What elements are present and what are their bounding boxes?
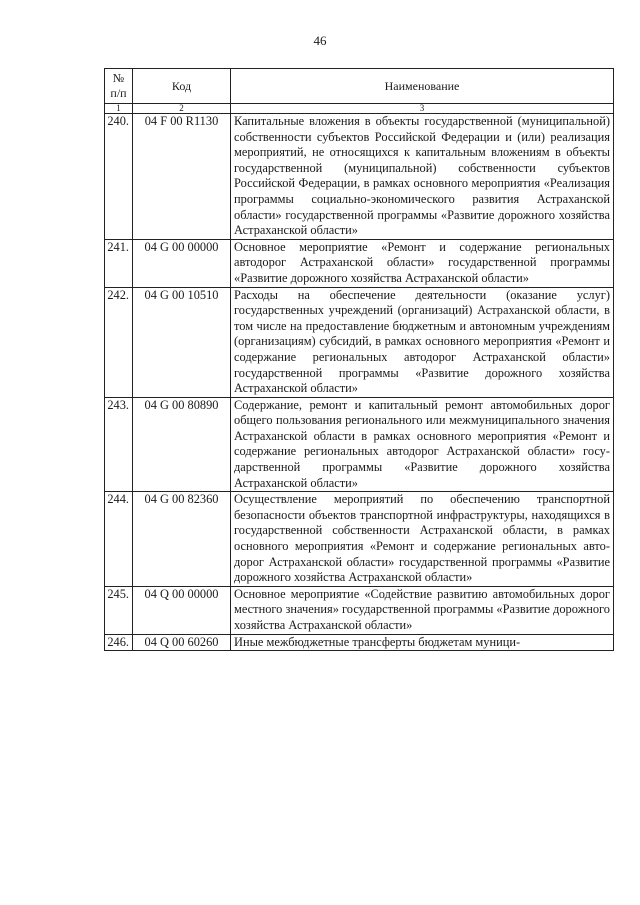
row-name: Основное мероприятие «Содействие развитию автомобильных дорог местного значения» государственной программы «Развитие дорожного хозяйства Астраханской области»: [231, 586, 614, 634]
row-code: 04 F 00 R1130: [133, 114, 231, 240]
page-number: 46: [313, 33, 327, 48]
row-code: 04 Q 00 00000: [133, 586, 231, 634]
row-name: Содержание, ремонт и капитальный ремонт автомобильных дорог общего пользования регионального или межмуниципального значения Астраханской области в рамках основного мероприятия «Ремонт и содержание региональных автодорог Астраханской области» государственной программы «Развитие дорожного хозяйства Астраханской области»: [231, 397, 614, 492]
header-num: № п/п: [105, 69, 133, 104]
table-row: [105, 586, 614, 634]
table-row: [105, 287, 614, 397]
row-number: 244.: [105, 492, 133, 587]
column-index-1: 1: [105, 104, 133, 114]
column-index-2: 2: [133, 104, 231, 114]
header-name: Наименование: [231, 69, 614, 104]
table-row: [105, 492, 614, 587]
row-code: 04 G 00 00000: [133, 239, 231, 287]
row-number: 240.: [105, 114, 133, 240]
row-name: Иные межбюджетные трансферты бюджетам муници-: [231, 634, 614, 651]
row-number: 246.: [105, 634, 133, 651]
row-name: Осуществление мероприятий по обеспечению транспортной безопасности объектов транспортной инфраструктуры, находящихся в государственной собственности Астраханской области, в рамках основного мероприятия «Ремонт и содержание региональных автодорог Астраханской области» государственной программы «Развитие дорожного хозяйства Астраханской области»: [231, 492, 614, 587]
row-code: 04 G 00 80890: [133, 397, 231, 492]
row-name: Капитальные вложения в объекты государственной (муниципальной) собственности субъектов Российской Федерации и (или) реализация мероприятий, не относящихся к капитальным вложениям в объекты государственной (муниципальной) собственности субъектов Российской Федерации, в рамках основного мероприятия «Реализация программы социально-экономического развития Астраханской области» государственной программы «Развитие дорожного хозяйства Астраханской области»: [231, 114, 614, 240]
row-number: 241.: [105, 239, 133, 287]
row-name: Расходы на обеспечение деятельности (оказание услуг) государственных учреждений (организаций) Астраханской области, в том числе на предоставление бюджетным и автономным учреждениям (организациям) субсидий, в рамках основного мероприятия «Ремонт и содержание региональных автодорог Астраханской области» государственной программы «Развитие дорожного хозяйства Астраханской области»: [231, 287, 614, 397]
row-number: 243.: [105, 397, 133, 492]
classification-table: [104, 68, 614, 651]
column-index-3: 3: [231, 104, 614, 114]
table-row: [105, 239, 614, 287]
row-number: 242.: [105, 287, 133, 397]
column-index-row: [105, 104, 614, 114]
row-name: Основное мероприятие «Ремонт и содержание региональных автодорог Астраханской области» государственной программы «Развитие дорожного хозяйства Астраханской области»: [231, 239, 614, 287]
table-header-row: [105, 69, 614, 104]
row-code: 04 G 00 10510: [133, 287, 231, 397]
table-row: [105, 634, 614, 651]
table-row: [105, 397, 614, 492]
header-code: Код: [133, 69, 231, 104]
row-code: 04 Q 00 60260: [133, 634, 231, 651]
table-row: [105, 114, 614, 240]
row-code: 04 G 00 82360: [133, 492, 231, 587]
row-number: 245.: [105, 586, 133, 634]
